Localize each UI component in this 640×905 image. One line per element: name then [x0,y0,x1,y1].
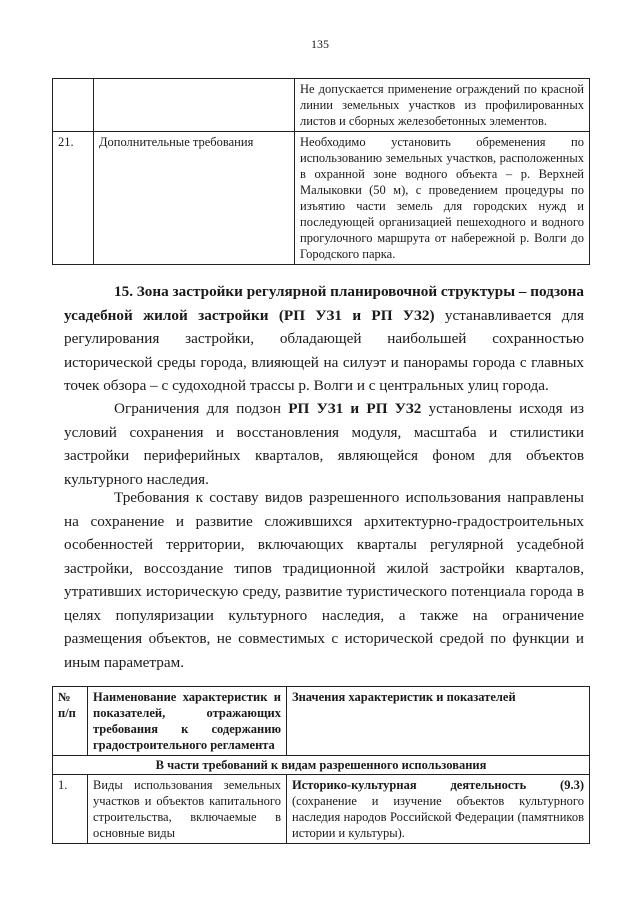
page-number: 135 [311,37,329,51]
paragraph-text: устанавливается для регулирования застройки, обладающей наибольшей сохранностью исторической среды города, влияющей на силуэт и панорамы города с главных точек обзора – с судоходной трассы р. Волги и с центральных улиц города. [64,306,584,394]
table-cell-name: Дополнительные требования [94,132,295,265]
table-row [53,132,590,265]
table-cell-value: Необходимо установить обременения по использованию земельных участков, расположенных в охранной зоне водного объекта – р. Верхней Малыковки (50 м), с проведением процедуры по изъятию части земель для городских нужд и последующей организацией пешеходного и водного прогулочного маршрута от набережной р. Волги до Городского парка. [295,132,590,265]
table-cell-value [287,775,590,844]
header-num: № п/п [53,687,88,756]
table-row [53,775,590,844]
paragraph-bold-term: РП УЗ1 и РП УЗ2 [288,400,422,417]
value-bold: Историко-культурная деятельность (9.3) [292,778,584,792]
table-section-row [53,756,590,775]
table-cell-value: Не допускается применение ограждений по красной линии земельных участков из профилированных листов и сборных железобетонных элементов. [295,79,590,132]
table-cell-num: 1. [53,775,88,844]
table-header-row [53,687,590,756]
value-text: (сохранение и изучение объектов культурного наследия народов Российской Федерации (памятников истории и культуры). [292,794,584,840]
paragraph: Требования к составу видов разрешенного использования направлены на сохранение и развитие сложившихся архитектурно-градостроительных особенностей территории, включающих кварталы регулярной усадебной застройки, воссоздание типов традиционной жилой застройки кварталов, утративших историческую среду, развитие туристического потенциала города в целях популяризации культурного наследия, а также на ограничение размещения объектов, не совместимых с исторической средой по функции и иным параметрам. [64,489,584,671]
table-cell-name [94,79,295,132]
top-table [52,78,590,265]
table-cell-num [53,79,94,132]
table-cell-name: Виды использования земельных участков и объектов капитального строительства, включаемые в основные виды [88,775,287,844]
paragraph-text: установлены исходя из условий сохранения и восстановления модуля, масштаба и стилистики застройки периферийных кварталов, являющейся фоном для объектов культурного наследия. [64,400,584,488]
header-value: Значения характеристик и показателей [287,687,590,756]
paragraph-bold-heading: 15. Зона застройки регулярной планировочной структуры – подзона усадебной жилой застройки (РП УЗ1 и РП УЗ2) [64,283,584,324]
paragraph [64,397,584,491]
table-cell-num: 21. [53,132,94,265]
paragraph-text: Ограничения для подзон [114,400,289,417]
section-title: В части требований к видам разрешенного использования [53,756,590,775]
bottom-table [52,686,590,844]
table-row [53,79,590,132]
paragraph [64,280,584,398]
header-name: Наименование характеристик и показателей, отражающих требования к содержанию градостроительного регламента [88,687,287,756]
